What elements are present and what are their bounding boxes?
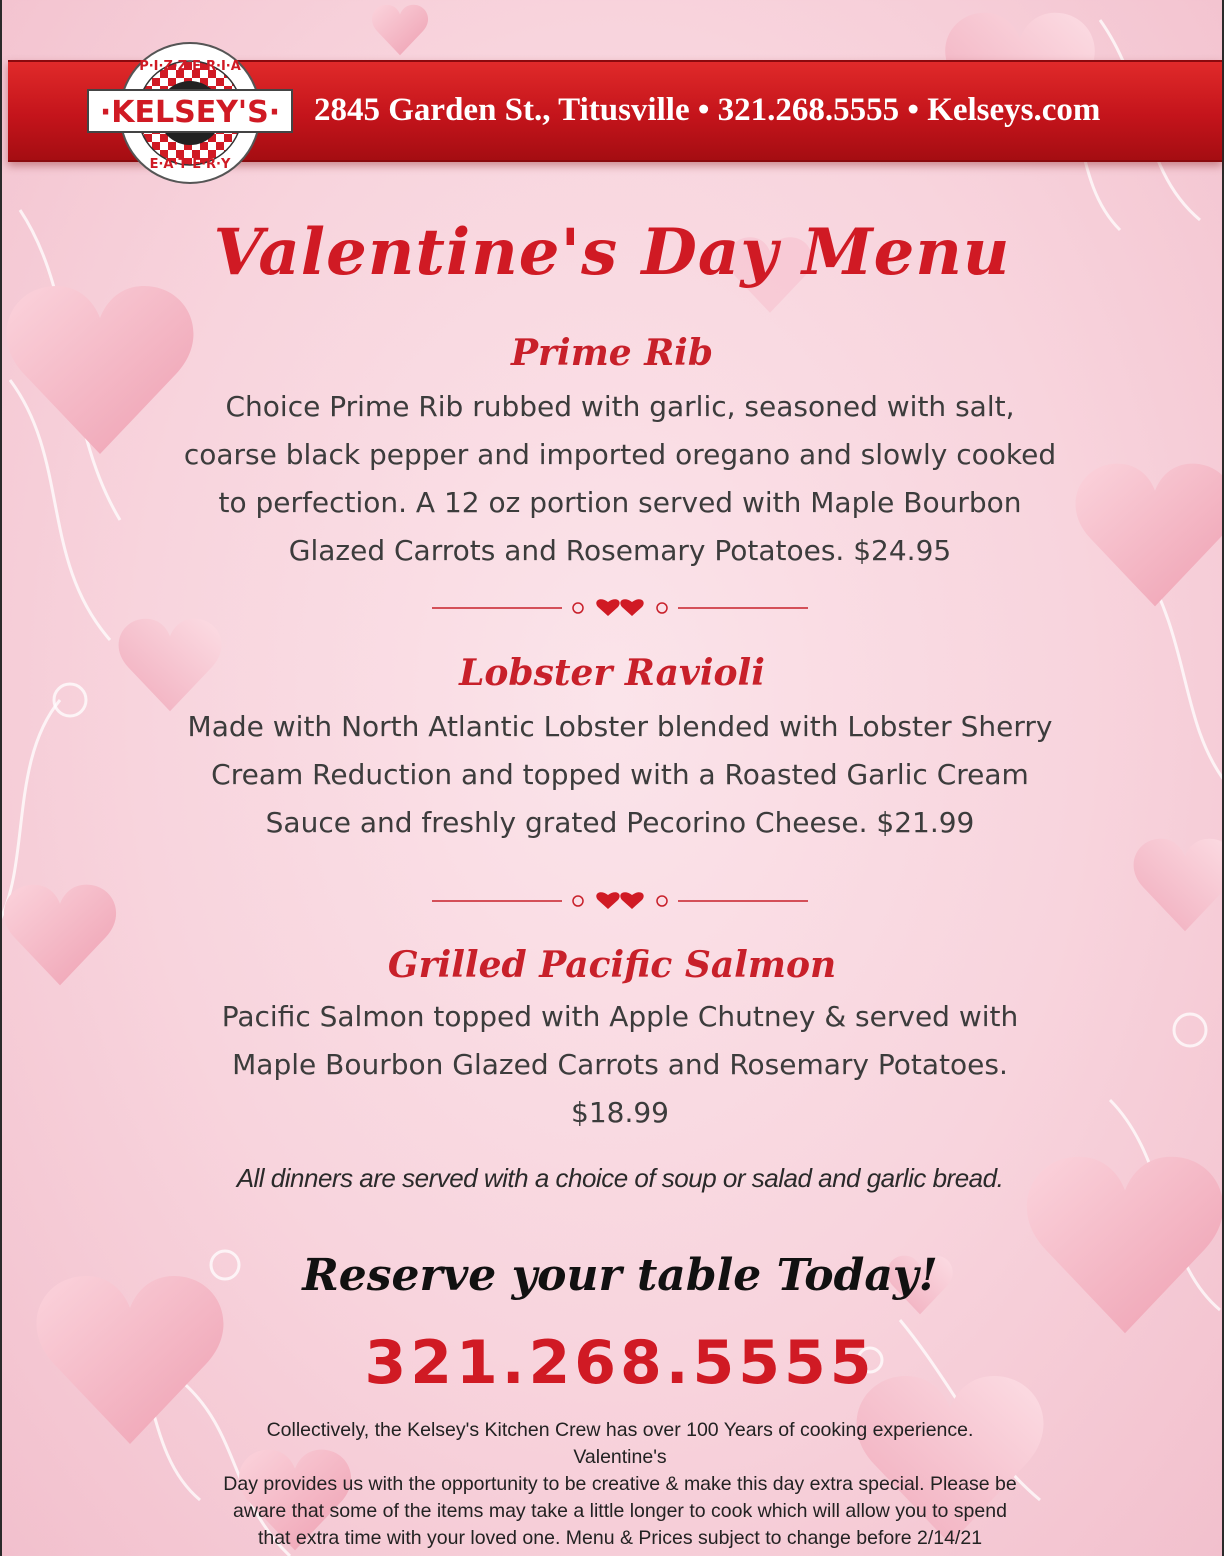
footer-line: that extra time with your loved one. Menu & Prices subject to change before 2/14/21 [257,1527,983,1549]
description-line: Choice Prime Rib rubbed with garlic, seasoned with salt, [225,390,1015,423]
description-line: Cream Reduction and topped with a Roasted Garlic Cream [211,758,1029,791]
hearts-divider [432,889,808,913]
item-title-prime-rib: Prime Rib [510,332,713,374]
description-line: Sauce and freshly grated Pecorino Cheese. $21.99 [265,806,975,839]
description-line: $18.99 [571,1096,669,1129]
dinner-note: All dinners are served with a choice of soup or salad and garlic bread. [236,1163,1004,1193]
description-line: Glazed Carrots and Rosemary Potatoes. $24.95 [288,534,952,567]
item-description-lobster-ravioli [150,703,1090,847]
reservation-phone[interactable]: 321.268.5555 [364,1328,876,1398]
footer-text [220,1417,1020,1552]
item-title-grilled-pacific-salmon: Grilled Pacific Salmon [387,944,837,986]
hearts-divider [432,596,808,620]
item-description-grilled-pacific-salmon [150,993,1090,1137]
description-line: Made with North Atlantic Lobster blended with Lobster Sherry [187,710,1053,743]
logo-top-text: P·I·Z·Z·E·R·I·A [139,59,241,74]
footer-line: Day provides us with the opportunity to be creative & make this day extra special. Please be [223,1473,1017,1495]
footer-line: Collectively, the Kelsey's Kitchen Crew has over 100 Years of cooking experience. Valentine's [266,1419,974,1468]
logo-name: ·KELSEY'S· [99,95,281,130]
item-title-lobster-ravioli: Lobster Ravioli [459,652,765,694]
contact-line[interactable]: 2845 Garden St., Titusville • 321.268.5555 • Kelseys.com [314,92,1101,128]
description-line: to perfection. A 12 oz portion served with Maple Bourbon [218,486,1022,519]
description-line: Pacific Salmon topped with Apple Chutney & served with [221,1000,1019,1033]
kelseys-logo[interactable] [80,38,300,188]
logo-bottom-text: E·A·T·E·R·Y [149,157,231,172]
description-line: coarse black pepper and imported oregano and slowly cooked [183,438,1057,471]
menu-title: Valentine's Day Menu [213,215,1011,290]
description-line: Maple Bourbon Glazed Carrots and Rosemary Potatoes. [232,1048,1008,1081]
reserve-heading: Reserve your table Today! [302,1250,938,1301]
footer-line: aware that some of the items may take a little longer to cook which will allow you to spend [233,1500,1007,1522]
item-description-prime-rib [150,383,1090,575]
